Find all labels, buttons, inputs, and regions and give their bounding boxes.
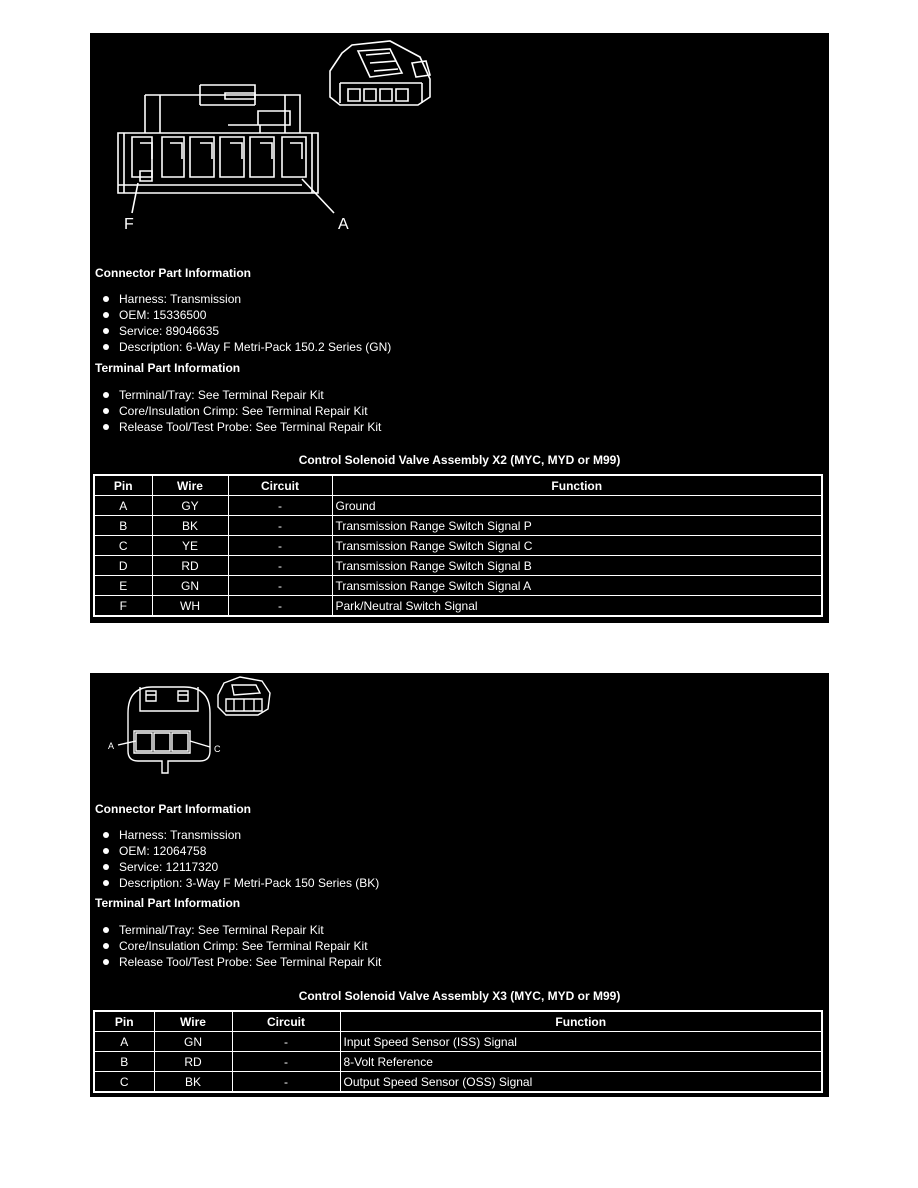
- circuit-cell: -: [228, 596, 332, 617]
- column-header-function: Function: [340, 1011, 822, 1032]
- pin-cell: E: [94, 576, 152, 596]
- connector-x3-diagram: [90, 673, 829, 793]
- table-header-row: [94, 475, 822, 496]
- pin-label-f: F: [124, 216, 134, 233]
- terminal-part-info-heading: Terminal Part Information: [95, 896, 241, 910]
- circuit-cell: -: [232, 1072, 340, 1093]
- column-header-wire: Wire: [152, 475, 228, 496]
- connector-x2-face: [118, 85, 334, 213]
- connector-part-info-heading: Connector Part Information: [95, 266, 252, 280]
- pin-label-c: C: [214, 744, 221, 754]
- wire-cell: RD: [152, 556, 228, 576]
- column-header-pin: Pin: [94, 1011, 154, 1032]
- column-header-circuit: Circuit: [232, 1011, 340, 1032]
- list-item: Description: 6-Way F Metri-Pack 150.2 Series (GN): [102, 339, 391, 355]
- function-cell: 8-Volt Reference: [340, 1052, 822, 1072]
- wire-cell: WH: [152, 596, 228, 617]
- terminal-part-info-list: [102, 387, 381, 435]
- list-item: OEM: 15336500: [102, 307, 391, 323]
- function-cell: Transmission Range Switch Signal C: [332, 536, 822, 556]
- pinout-table-x2: [93, 474, 823, 617]
- connector-x3-face: [118, 687, 210, 773]
- table-row: [94, 556, 822, 576]
- terminal-part-info-list: [102, 922, 381, 970]
- pin-cell: C: [94, 1072, 154, 1093]
- connector-x2-diagram: [90, 33, 829, 248]
- table-row: [94, 516, 822, 536]
- list-item: Description: 3-Way F Metri-Pack 150 Series (BK): [102, 875, 379, 891]
- function-cell: Output Speed Sensor (OSS) Signal: [340, 1072, 822, 1093]
- table-row: [94, 496, 822, 516]
- table-row: [94, 1032, 822, 1052]
- pin-cell: D: [94, 556, 152, 576]
- pin-cell: C: [94, 536, 152, 556]
- function-cell: Transmission Range Switch Signal B: [332, 556, 822, 576]
- function-cell: Transmission Range Switch Signal A: [332, 576, 822, 596]
- table-row: [94, 576, 822, 596]
- list-item: Terminal/Tray: See Terminal Repair Kit: [102, 387, 381, 403]
- wire-cell: BK: [154, 1072, 232, 1093]
- table-row: [94, 536, 822, 556]
- list-item: OEM: 12064758: [102, 843, 379, 859]
- wire-cell: BK: [152, 516, 228, 536]
- circuit-cell: -: [228, 496, 332, 516]
- function-cell: Transmission Range Switch Signal P: [332, 516, 822, 536]
- circuit-cell: -: [232, 1032, 340, 1052]
- column-header-circuit: Circuit: [228, 475, 332, 496]
- pin-cell: F: [94, 596, 152, 617]
- column-header-function: Function: [332, 475, 822, 496]
- wire-cell: GN: [154, 1032, 232, 1052]
- connector-x2-panel: [90, 33, 829, 623]
- wire-cell: YE: [152, 536, 228, 556]
- pin-cell: A: [94, 1032, 154, 1052]
- terminal-part-info-heading: Terminal Part Information: [95, 361, 241, 375]
- list-item: Harness: Transmission: [102, 827, 379, 843]
- column-header-pin: Pin: [94, 475, 152, 496]
- function-cell: Ground: [332, 496, 822, 516]
- connector-x3-thumbnail: [218, 677, 270, 715]
- list-item: Service: 89046635: [102, 323, 391, 339]
- column-header-wire: Wire: [154, 1011, 232, 1032]
- table-row: [94, 1072, 822, 1093]
- pin-cell: B: [94, 1052, 154, 1072]
- table-title: Control Solenoid Valve Assembly X3 (MYC, MYD or M99): [298, 989, 621, 1003]
- function-cell: Input Speed Sensor (ISS) Signal: [340, 1032, 822, 1052]
- circuit-cell: -: [228, 556, 332, 576]
- connector-x2-thumbnail: [330, 41, 430, 105]
- connector-part-info-list: [102, 291, 391, 355]
- list-item: Core/Insulation Crimp: See Terminal Repair Kit: [102, 938, 381, 954]
- list-item: Service: 12117320: [102, 859, 379, 875]
- pinout-table-x3: [93, 1010, 823, 1093]
- table-row: [94, 1052, 822, 1072]
- list-item: Terminal/Tray: See Terminal Repair Kit: [102, 922, 381, 938]
- connector-part-info-heading: Connector Part Information: [95, 802, 252, 816]
- wire-cell: RD: [154, 1052, 232, 1072]
- table-header-row: [94, 1011, 822, 1032]
- wire-cell: GY: [152, 496, 228, 516]
- wire-cell: GN: [152, 576, 228, 596]
- table-row: [94, 596, 822, 617]
- circuit-cell: -: [228, 516, 332, 536]
- list-item: Release Tool/Test Probe: See Terminal Repair Kit: [102, 954, 381, 970]
- connector-part-info-list: [102, 827, 379, 891]
- function-cell: Park/Neutral Switch Signal: [332, 596, 822, 617]
- pin-cell: A: [94, 496, 152, 516]
- pin-cell: B: [94, 516, 152, 536]
- circuit-cell: -: [232, 1052, 340, 1072]
- circuit-cell: -: [228, 576, 332, 596]
- connector-x3-panel: [90, 673, 829, 1097]
- table-title: Control Solenoid Valve Assembly X2 (MYC, MYD or M99): [298, 453, 621, 467]
- list-item: Harness: Transmission: [102, 291, 391, 307]
- pin-label-a: A: [338, 216, 349, 233]
- list-item: Release Tool/Test Probe: See Terminal Repair Kit: [102, 419, 381, 435]
- list-item: Core/Insulation Crimp: See Terminal Repair Kit: [102, 403, 381, 419]
- pin-label-a: A: [108, 741, 115, 751]
- circuit-cell: -: [228, 536, 332, 556]
